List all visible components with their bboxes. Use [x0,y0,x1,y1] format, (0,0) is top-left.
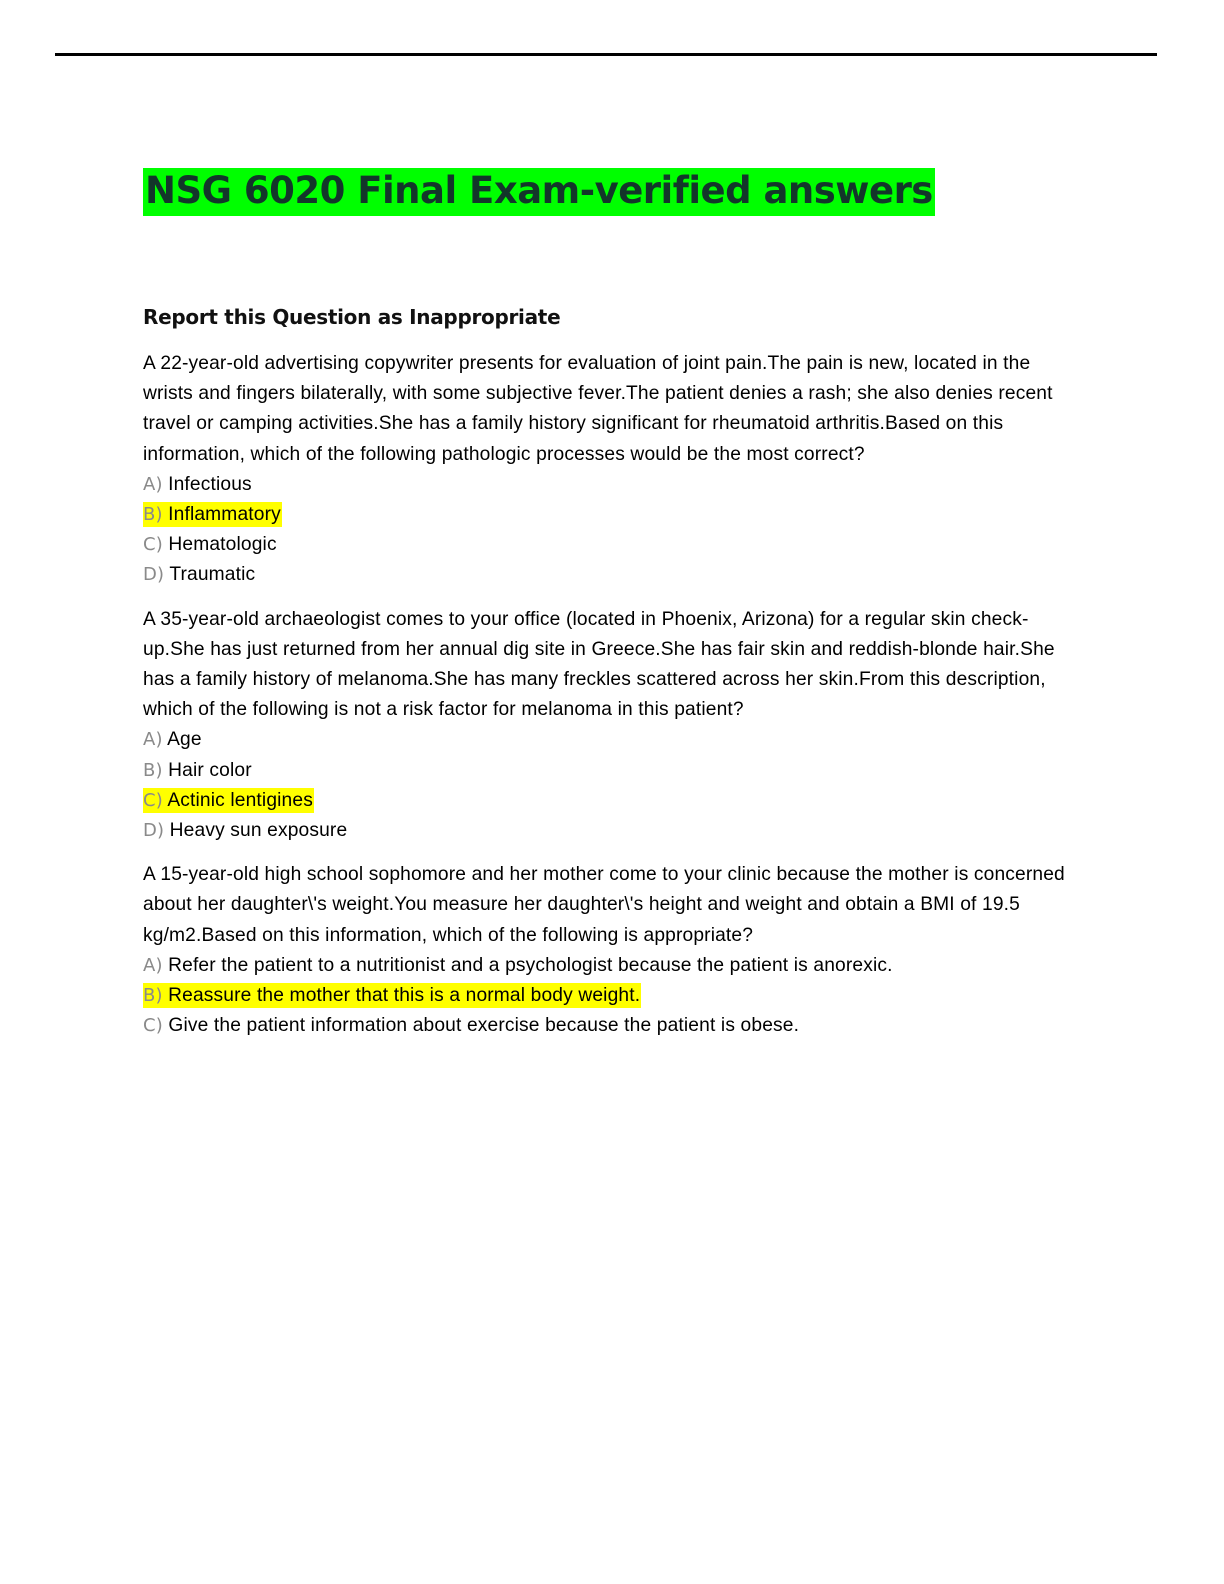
question-text: A 35-year-old archaeologist comes to your office (located in Phoenix, Arizona) for a regular skin check-up.She has just returned from her annual dig site in Greece.She has fair skin and reddish-blonde hair.She has a family history of melanoma.She has many freckles scattered across her skin.From this description, which of the following is not a risk factor for melanoma in this patient? [143,608,1055,721]
option-text: Give the patient information about exercise because the patient is obese. [168,1015,800,1037]
answer-options [143,470,1078,591]
option-text: Infectious [168,473,252,495]
answer-option [143,816,1078,846]
answer-option [143,786,1078,816]
answer-option [143,1011,1078,1041]
correct-answer-highlight [143,983,641,1008]
answer-option-content [143,1013,800,1038]
question-block [143,605,1078,847]
question-list [143,349,1078,1041]
option-letter: C) [143,534,163,556]
answer-option-content [143,953,894,978]
answer-option-content [143,818,348,843]
option-letter: C) [143,789,163,811]
report-question-link[interactable]: Report this Question as Inappropriate [143,305,561,329]
document-body [143,168,1078,1041]
answer-option [143,725,1078,755]
answer-option [143,530,1078,560]
answer-option-content [143,532,278,557]
option-text: Traumatic [169,564,256,586]
option-text: Hematologic [168,534,277,556]
option-letter: D) [143,820,165,842]
answer-option-content [143,727,203,752]
option-text: Inflammatory [168,504,281,526]
correct-answer-highlight [143,788,314,813]
question-text: A 22-year-old advertising copywriter presents for evaluation of joint pain.The pain is new, located in the wrists and fingers bilaterally, with some subjective fever.The patient denies a rash; she also denies recent travel or camping activities.She has a family history significant for rheumatoid arthritis.Based on this information, which of the following pathologic processes would be the most correct? [143,353,1053,465]
answer-option-content [143,472,253,497]
answer-options [143,951,1078,1042]
option-letter: A) [143,729,163,751]
option-letter: A) [143,954,163,976]
answer-option [143,560,1078,590]
answer-option [143,951,1078,981]
option-letter: B) [143,759,163,781]
top-rule [55,53,1157,56]
document-title: NSG 6020 Final Exam-verified answers [143,168,935,216]
answer-options [143,725,1078,846]
option-text: Age [167,729,202,751]
option-letter: A) [143,473,163,495]
option-letter: B) [143,985,163,1007]
option-text: Actinic lentigines [167,789,313,811]
option-text: Reassure the mother that this is a normal body weight. [168,985,641,1007]
option-letter: C) [143,1015,163,1037]
answer-option-content [143,562,256,587]
answer-option [143,470,1078,500]
answer-option [143,756,1078,786]
correct-answer-highlight [143,502,282,527]
answer-option-content [143,758,253,783]
option-letter: B) [143,504,163,526]
answer-option [143,981,1078,1011]
question-block [143,860,1078,1041]
option-text: Refer the patient to a nutritionist and a psychologist because the patient is anorexic. [168,954,893,976]
answer-option [143,500,1078,530]
option-text: Hair color [168,759,252,781]
question-block [143,349,1078,591]
option-text: Heavy sun exposure [169,820,348,842]
option-letter: D) [143,564,165,586]
question-text: A 15-year-old high school sophomore and her mother come to your clinic because the mother is concerned about her daughter\'s weight.You measure her daughter\'s height and weight and obtain a BMI of 19.5 kg/m2.Based on this information, which of the following is appropriate? [143,864,1065,946]
